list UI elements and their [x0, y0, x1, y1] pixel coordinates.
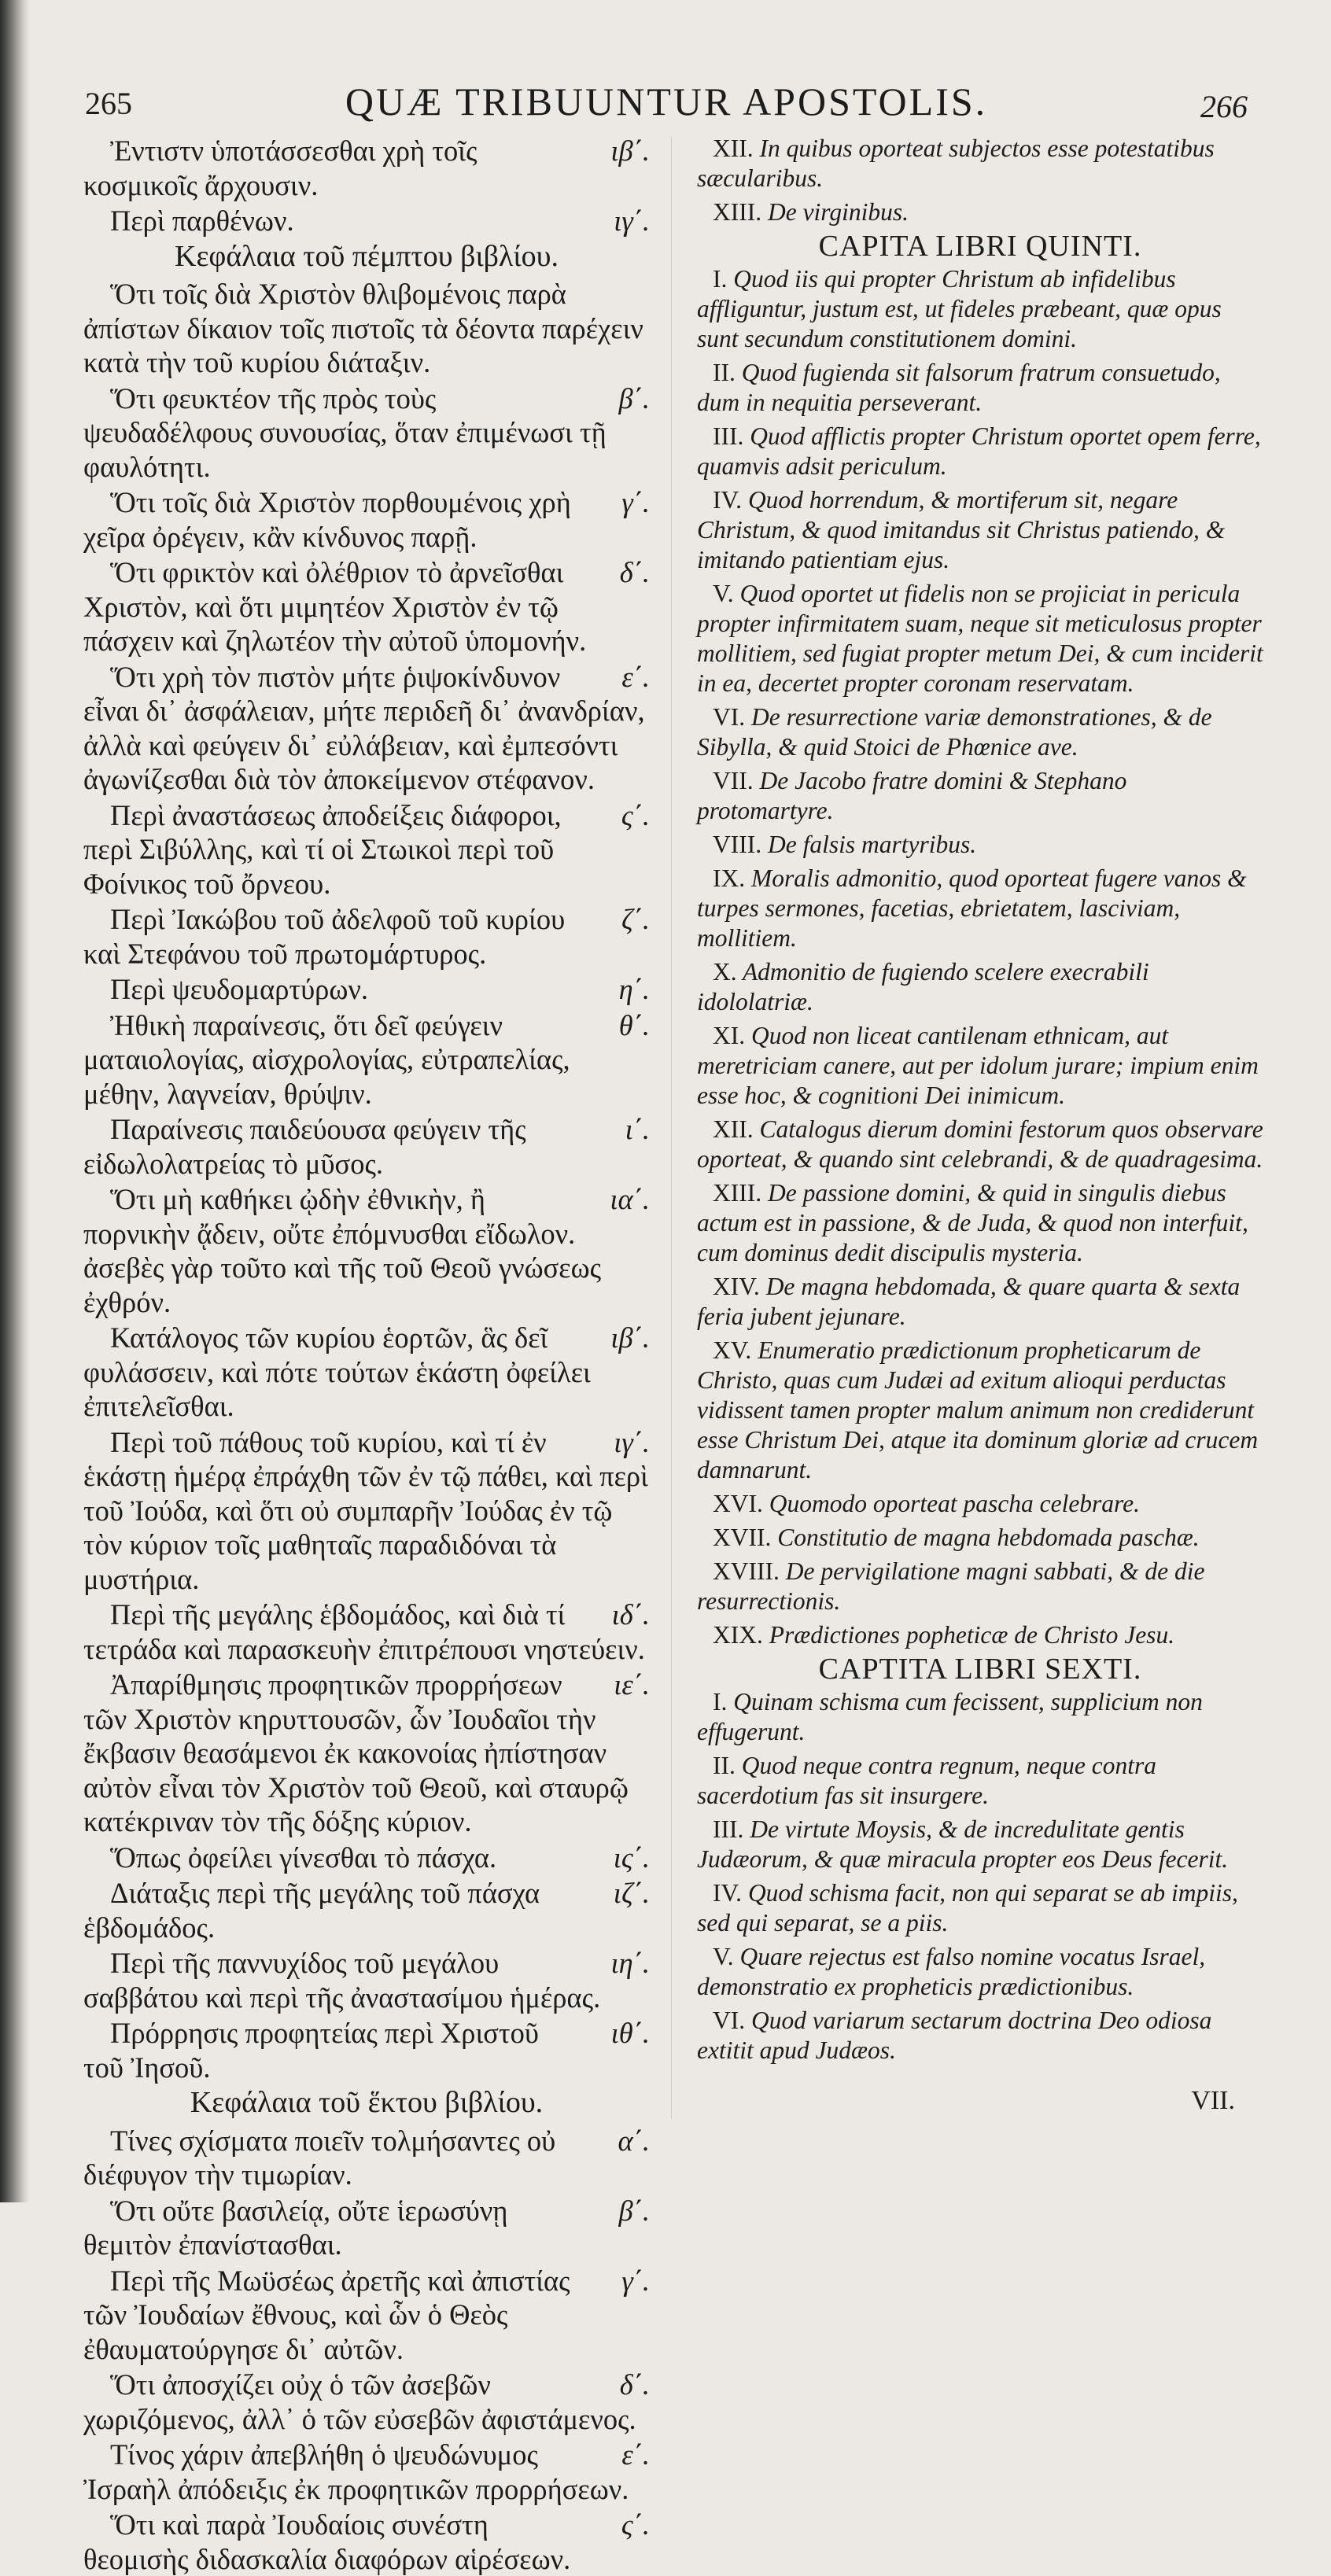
chapter-entry — [83, 381, 650, 485]
chapter-numeral: ζ΄. — [621, 903, 650, 935]
chapter-text: De magna hebdomada, & quare quarta & sexta feria jubent jejunare. — [697, 1273, 1241, 1330]
chapter-text: Quomodo oporteat pascha celebrare. — [769, 1490, 1141, 1517]
chapter-text: De virtute Moysis, & de incredulitate gentis Judæorum, & quæ miracula propter eos Deus fecerit. — [697, 1815, 1229, 1873]
chapter-text: Ὅτι τοῖς διὰ Χριστὸν πορθουμένοις χρὴ χεῖρα ὀρέγειν, κἂν κίνδυνος παρῇ. — [83, 486, 571, 553]
chapter-entry — [697, 766, 1263, 826]
chapter-text: Ὅτι φευκτέον τῆς πρὸς τοὺς ψευδαδέλφους συνουσίας, ὅταν ἐπιμένωσι τῇ φαυλότητι. — [83, 381, 607, 483]
chapter-entry — [697, 197, 1263, 227]
chapter-entry — [83, 485, 650, 554]
chapter-entry — [697, 579, 1263, 698]
chapter-numeral: ε΄. — [621, 2438, 650, 2471]
chapter-entry — [697, 830, 1263, 860]
chapter-numeral: IV. — [713, 1879, 743, 1907]
chapter-text: Ἀπαρίθμησις προφητικῶν προρρήσεων τῶν Χριστὸν κηρυττουσῶν, ὧν Ἰουδαῖοι τὴν ἔκβασιν θεασάμενοι ἐκ κακονοίας ἠπίστησαν αὐτὸν εἶναι τὸν Χριστὸν τοῦ Θεοῦ, καὶ σταυρῷ κατέκριναν τὸν τῆς δόξης κύριον. — [83, 1668, 629, 1837]
chapter-numeral: ε΄. — [621, 660, 650, 693]
chapter-text: Ἠθικὴ παραίνεσις, ὅτι δεῖ φεύγειν ματαιολογίας, αἰσχρολογίας, εὐτραπελίας, μέθην, λαγνείαν, θρύψιν. — [83, 1008, 570, 1110]
chapter-entry — [697, 1489, 1263, 1519]
chapter-numeral: IX. — [713, 864, 746, 892]
chapter-numeral: θ΄. — [618, 1008, 650, 1041]
chapter-entry — [83, 2264, 650, 2367]
chapter-numeral: ιβ΄. — [610, 135, 650, 167]
chapter-entry — [83, 1876, 650, 1944]
chapter-entry — [83, 2438, 650, 2506]
chapter-text: Quod iis qui propter Christum ab infidelibus affliguntur, justum est, ut fideles præbeant, quæ opus sunt secundum constitutionem domini. — [697, 265, 1222, 352]
chapter-text: De virginibus. — [767, 198, 909, 226]
chapter-text: Quod neque contra regnum, neque contra sacerdotium fas sit insurgere. — [697, 1752, 1156, 1809]
chapter-entry — [83, 2368, 650, 2436]
chapter-numeral: η΄. — [618, 973, 650, 1005]
chapter-text: De pervigilatione magni sabbati, & de die resurrectionis. — [697, 1557, 1205, 1615]
chapter-numeral: ιβ΄. — [610, 1321, 650, 1354]
chapter-text: Ὅτι ἀποσχίζει οὐχ ὁ τῶν ἀσεβῶν χωριζόμενος, ἀλλ᾽ ὁ τῶν εὐσεβῶν ἀφιστάμενος. — [83, 2368, 636, 2435]
chapter-text: Ὅτι μὴ καθήκει ᾠδὴν ἐθνικὴν, ἢ πορνικὴν ᾄδειν, οὔτε ἐπόμνυσθαι εἴδωλον. ἀσεβὲς γὰρ τοῦτο καὶ τῆς τοῦ Θεοῦ γνώσεως ἐχθρόν. — [83, 1183, 602, 1318]
chapter-text: Περὶ τῆς μεγάλης ἑβδομάδος, καὶ διὰ τί τετράδα καὶ παρασκευὴν ἐπιτρέπουσι νηστεύειν. — [83, 1598, 645, 1665]
chapter-text: Περὶ τῆς Μωϋσέως ἀρετῆς καὶ ἀπιστίας τῶν Ἰουδαίων ἔθνους, καὶ ὧν ὁ Θεὸς ἐθαυματούργησε δι᾽ αὐτῶν. — [83, 2264, 570, 2365]
chapter-text: De Jacobo fratre domini & Stephano protomartyre. — [697, 767, 1127, 824]
chapter-numeral: ιζ΄. — [613, 1877, 650, 1909]
chapter-numeral: XVIII. — [713, 1557, 780, 1585]
chapter-entry — [697, 485, 1263, 575]
chapter-text: Κατάλογος τῶν κυρίου ἑορτῶν, ἃς δεῖ φυλάσσειν, καὶ πότε τούτων ἑκάστη ὀφείλει ἐπιτελεῖσθαι. — [83, 1321, 591, 1422]
left-page-number: 265 — [85, 86, 132, 121]
chapter-text: Τίνες σχίσματα ποιεῖν τολμήσαντες οὐ διέφυγον τὴν τιμωρίαν. — [83, 2124, 556, 2191]
chapter-text: Τίνος χάριν ἀπεβλήθη ὁ ψευδώνυμος Ἰσραὴλ ἀπόδειξις ἐκ προφητικῶν προρρήσεων. — [83, 2438, 629, 2505]
chapter-numeral: III. — [713, 1815, 744, 1843]
chapter-text: Διάταξις περὶ τῆς μεγάλης τοῦ πάσχα ἑβδομάδος. — [83, 1877, 540, 1944]
chapter-text: Πρόρρησις προφητείας περὶ Χριστοῦ τοῦ Ἰησοῦ. — [83, 2017, 539, 2084]
chapter-numeral: V. — [713, 1943, 734, 1970]
chapter-text: Quod variarum sectarum doctrina Deo odiosa extitit apud Judæos. — [697, 2007, 1212, 2064]
chapter-text: Prædictiones popheticæ de Christo Jesu. — [769, 1621, 1175, 1649]
chapter-numeral: ις΄. — [613, 1841, 650, 1874]
chapter-text: Enumeratio prædictionum propheticarum de Christo, quas cum Judæi ad exitum alioqui perductas vidissent tamen propter malum animum non crediderunt esse Christum Dei, atque ita dominum gloriæ ad crucem damnarunt. — [697, 1336, 1259, 1483]
chapter-entry — [697, 2006, 1263, 2066]
latin-column — [697, 134, 1263, 2147]
chapter-entry — [697, 1620, 1263, 1650]
chapter-entry — [697, 1687, 1263, 1747]
chapter-text: Ὅτι χρὴ τὸν πιστὸν μήτε ῥιψοκίνδυνον εἶναι δι᾽ ἀσφάλειαν, μήτε περιδεῆ δι᾽ ἀνανδρίαν, ἀλλὰ καὶ φεύγειν δι᾽ εὐλάβειαν, καὶ ἐμπεσόντι ἀγωνίζεσθαι διὰ τὸν ἀποκείμενον στέφανον. — [83, 660, 645, 795]
chapter-text: Περὶ τῆς παννυχίδος τοῦ μεγάλου σαββάτου καὶ περὶ τῆς ἀναστασίμου ἡμέρας. — [83, 1947, 601, 2014]
chapter-entry — [83, 972, 650, 1007]
chapter-entry — [83, 2016, 650, 2084]
chapter-text: Ὅτι οὔτε βασιλείᾳ, οὔτε ἱερωσύνῃ θεμιτὸν ἐπανίστασθαι. — [83, 2194, 508, 2261]
running-header — [76, 71, 1257, 126]
chapter-numeral: I. — [713, 1688, 728, 1715]
chapter-text: Quod afflictis propter Christum oportet opem ferre, quamvis adsit periculum. — [697, 422, 1261, 480]
chapter-entry — [697, 1878, 1263, 1938]
chapter-text: Ὅπως ὀφείλει γίνεσθαι τὸ πάσχα. — [110, 1841, 497, 1874]
chapter-entry — [83, 1425, 650, 1597]
chapter-entry — [83, 1182, 650, 1319]
chapter-text: Περὶ τοῦ πάθους τοῦ κυρίου, καὶ τί ἐν ἑκάστῃ ἡμέρᾳ ἐπράχθη τῶν ἐν τῷ πάθει, καὶ περὶ τοῦ Ἰούδα, καὶ ὅτι οὐ συμπαρῆν Ἰούδας ἐν τῷ τὸν κύριον τοῖς μαθηταῖς παραδιδόναι τὰ μυστήρια. — [83, 1425, 648, 1595]
chapter-text: Περὶ παρθένων. — [110, 205, 294, 237]
book-page — [76, 71, 1263, 2575]
greek-column — [83, 134, 650, 2575]
chapter-numeral: VIII. — [713, 831, 762, 858]
chapter-numeral: ια΄. — [610, 1183, 650, 1215]
chapter-entry — [697, 358, 1263, 418]
chapter-entry — [697, 957, 1263, 1017]
chapter-text: Quare rejectus est falso nomine vocatus Israel, demonstratio ex propheticis prædictionibus. — [697, 1943, 1206, 2000]
chapter-text: Περὶ ἀναστάσεως ἀποδείξεις διάφοροι, περὶ Σιβύλλης, καὶ τί οἱ Στωικοὶ περὶ τοῦ Φοίνικος τοῦ ὄρνεου. — [83, 798, 562, 900]
chapter-entry — [697, 1751, 1263, 1811]
chapter-entry — [697, 1021, 1263, 1111]
chapter-numeral: X. — [713, 958, 737, 986]
chapter-numeral: XVI. — [713, 1490, 763, 1517]
chapter-text: Ἐντιστν ὑποτάσσεσθαι χρὴ τοῖς κοσμικοῖς ἄρχουσιν. — [83, 135, 477, 201]
chapter-numeral: VII. — [713, 767, 754, 794]
chapter-numeral: XVII. — [713, 1524, 772, 1551]
chapter-numeral: ιγ΄. — [614, 205, 650, 237]
chapter-text: Catalogus dierum domini festorum quos observare oporteat, & quando sint celebrandi, & de quadragesima. — [697, 1115, 1263, 1173]
book-heading: Κεφάλαια τοῦ ἕκτου βιβλίου. — [190, 2086, 544, 2119]
chapter-entry — [83, 660, 650, 797]
chapter-numeral: ι΄. — [625, 1113, 650, 1145]
chapter-entry — [697, 1115, 1263, 1174]
book-heading: Κεφάλαια τοῦ πέμπτου βιβλίου. — [175, 239, 559, 273]
chapter-text: Constitutio de magna hebdomada paschæ. — [777, 1524, 1200, 1551]
chapter-entry — [697, 422, 1263, 481]
chapter-numeral: β΄. — [618, 381, 650, 415]
chapter-numeral: δ΄. — [619, 556, 650, 588]
chapter-entry — [697, 1523, 1263, 1553]
chapter-numeral: II. — [713, 359, 736, 386]
chapter-entry — [83, 1668, 650, 1839]
chapter-text: De falsis martyribus. — [767, 831, 977, 858]
chapter-numeral: XII. — [713, 1115, 754, 1143]
chapter-entry — [697, 702, 1263, 762]
chapter-text: Ὅτι φρικτὸν καὶ ὀλέθριον τὸ ἀρνεῖσθαι Χριστὸν, καὶ ὅτι μιμητέον Χριστὸν ἐν τῷ πάσχειν καὶ ζηλωτέον τὴν αὐτοῦ ὑπομονήν. — [83, 556, 587, 657]
chapter-entry — [83, 1321, 650, 1424]
chapter-entry — [83, 1008, 650, 1111]
chapter-numeral: β΄. — [618, 2194, 650, 2227]
running-title: QUÆ TRIBUUNTUR APOSTOLIS. — [345, 79, 988, 123]
chapter-text: Quod horrendum, & mortiferum sit, negare Christum, & quod imitandus sit Christus patiendo, & imitando patientiam ejus. — [697, 486, 1226, 573]
chapter-text: Moralis admonitio, quod oporteat fugere vanos & turpes sermones, facetias, ebrietatem, lasciviam, mollitiem. — [697, 864, 1247, 952]
chapter-text: Quinam schisma cum fecissent, supplicium non effugerunt. — [697, 1688, 1203, 1745]
chapter-text: Ὅτι τοῖς διὰ Χριστὸν θλιβομένοις παρὰ ἀπίστων δίκαιον τοῖς πιστοῖς τὰ δέοντα παρέχειν κατὰ τὴν τοῦ κυρίου διάταξιν. — [83, 278, 643, 378]
chapter-numeral: IV. — [713, 486, 743, 514]
chapter-text: Admonitio de fugiendo scelere execrabili idololatriæ. — [697, 958, 1149, 1015]
chapter-numeral: II. — [713, 1752, 736, 1779]
chapter-entry — [83, 204, 650, 238]
chapter-numeral: γ΄. — [621, 486, 650, 518]
chapter-entry — [83, 1598, 650, 1666]
chapter-numeral: γ΄. — [621, 2264, 650, 2297]
chapter-text: Ὅτι καὶ παρὰ Ἰουδαίοις συνέστη θεομισὴς διδασκαλία διαφόρων αἱρέσεων. — [83, 2508, 571, 2575]
chapter-numeral: XV. — [713, 1336, 752, 1364]
chapter-entry — [697, 1272, 1263, 1332]
column-gutter — [671, 137, 672, 2119]
chapter-numeral: ιθ΄. — [610, 2017, 650, 2049]
chapter-numeral: ιγ΄. — [614, 1425, 650, 1458]
chapter-text: Quod fugienda sit falsorum fratrum consuetudo, dum in nequitia perseverant. — [697, 359, 1221, 416]
chapter-text: De resurrectione variæ demonstrationes, & de Sibylla, & quid Stoici de Phœnice ave. — [697, 703, 1212, 761]
chapter-entry — [83, 1946, 650, 2014]
chapter-entry — [83, 798, 650, 901]
catchword: VII. — [1191, 2086, 1235, 2115]
chapter-entry — [83, 2194, 650, 2262]
chapter-entry — [83, 902, 650, 971]
chapter-entry — [697, 264, 1263, 354]
chapter-numeral: XI. — [713, 1022, 746, 1049]
chapter-text: Περὶ Ἰακώβου τοῦ ἀδελφοῦ τοῦ κυρίου καὶ Στεφάνου τοῦ πρωτομάρτυρος. — [83, 903, 566, 970]
chapter-entry — [83, 1112, 650, 1181]
book-heading: CAPTITA LIBRI SEXTI. — [818, 1653, 1142, 1686]
chapter-entry — [83, 277, 650, 380]
chapter-entry — [697, 134, 1263, 193]
chapter-text: Quod schisma facit, non qui separat se ab impiis, sed qui separat, se a piis. — [697, 1879, 1238, 1937]
chapter-numeral: XIII. — [713, 1179, 762, 1207]
chapter-numeral: ιδ΄. — [611, 1598, 650, 1631]
chapter-numeral: I. — [713, 265, 728, 293]
right-page-number: 266 — [1200, 89, 1248, 124]
chapter-numeral: V. — [713, 580, 734, 607]
chapter-numeral: XIV. — [713, 1273, 760, 1300]
chapter-entry — [83, 1841, 650, 1875]
chapter-text: In quibus oporteat subjectos esse potestatibus sæcularibus. — [697, 135, 1215, 192]
chapter-numeral: δ΄. — [619, 2368, 650, 2401]
book-heading: CAPITA LIBRI QUINTI. — [818, 230, 1142, 263]
chapter-numeral: III. — [713, 422, 744, 450]
chapter-entry — [697, 1336, 1263, 1485]
chapter-text: Παραίνεσις παιδεύουσα φεύγειν τῆς εἰδωλολατρείας τὸ μῦσος. — [83, 1113, 526, 1180]
chapter-entry — [697, 864, 1263, 953]
chapter-numeral: XIII. — [713, 198, 762, 226]
chapter-entry — [697, 1815, 1263, 1874]
chapter-text: De passione domini, & quid in singulis diebus actum est in passione, & de Juda, & quod non interfuit, cum dominus dedit discipulis mysteria. — [697, 1179, 1248, 1266]
chapter-numeral: ς΄. — [621, 798, 650, 831]
chapter-numeral: ς΄. — [621, 2508, 650, 2541]
chapter-text: Quod oportet ut fidelis non se projiciat in pericula propter infirmitatem suam, neque sit meticulosus propter mollitiem, sed fugiat propter metum Dei, & cum inciderit in ea, decertet propter coronam reservatam. — [697, 580, 1263, 697]
chapter-text: Περὶ ψευδομαρτύρων. — [110, 973, 369, 1005]
chapter-numeral: ιε΄. — [614, 1668, 650, 1701]
chapter-numeral: ιη΄. — [610, 1947, 650, 1979]
chapter-numeral: VI. — [713, 2007, 746, 2034]
chapter-numeral: VI. — [713, 703, 746, 731]
chapter-numeral: XIX. — [713, 1621, 763, 1649]
chapter-numeral: α΄. — [618, 2124, 650, 2157]
chapter-numeral: XII. — [713, 135, 754, 162]
chapter-entry — [697, 1178, 1263, 1268]
chapter-entry — [83, 555, 650, 658]
chapter-entry — [83, 134, 650, 202]
binding-shadow — [0, 0, 30, 2202]
chapter-entry — [83, 2508, 650, 2576]
chapter-entry — [697, 1557, 1263, 1616]
chapter-entry — [697, 1942, 1263, 2002]
chapter-entry — [83, 2124, 650, 2192]
chapter-text: Quod non liceat cantilenam ethnicam, aut meretriciam canere, aut per idolum jurare; impium enim esse hoc, & cognitioni Dei inimicum. — [697, 1022, 1259, 1109]
